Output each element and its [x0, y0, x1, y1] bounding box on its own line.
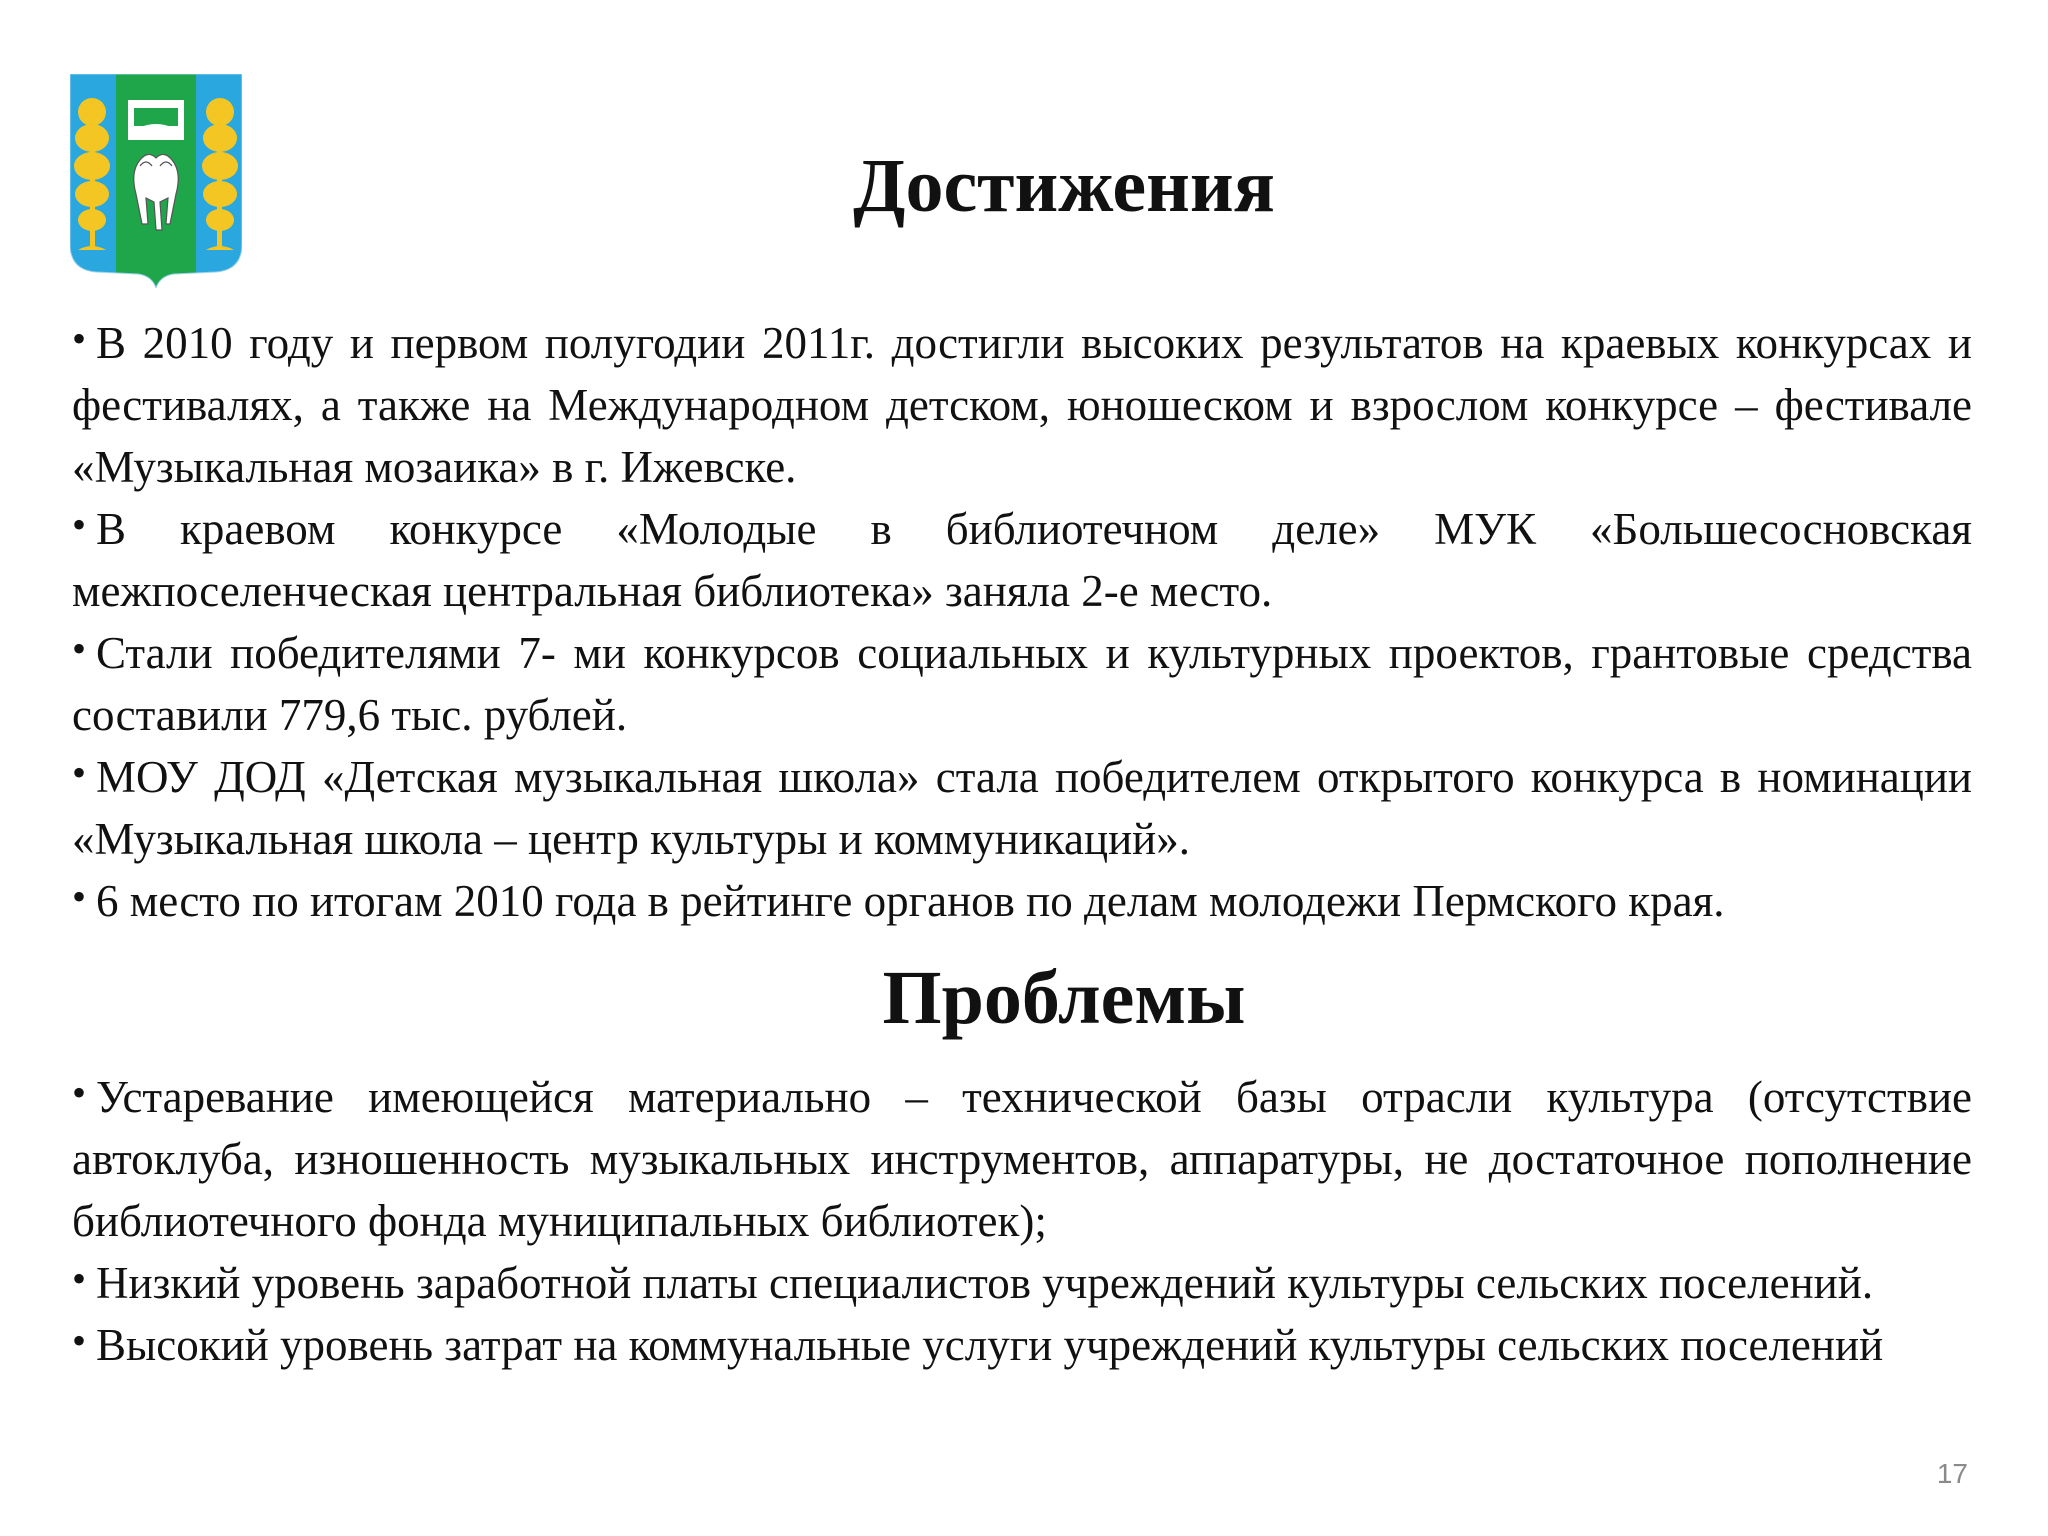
list-item — [72, 1066, 1972, 1252]
achievement-text: 6 место по итогам 2010 года в рейтинге органов по делам молодежи Пермского края. — [96, 876, 1725, 926]
bullet-icon: • — [72, 750, 87, 795]
problem-text: Устаревание имеющейся материально – технической базы отрасли культура (отсутствие автоклуба, изношенность музыкальных инструментов, аппаратуры, не достаточное пополнение библиотечного фонда муниципальных библиотек); — [72, 1072, 1972, 1246]
bullet-icon: • — [72, 1070, 87, 1115]
list-item — [72, 498, 1972, 622]
bullet-icon: • — [72, 502, 87, 547]
achievement-text: В 2010 году и первом полугодии 2011г. достигли высоких результатов на краевых конкурсах и фестивалях, а также на Международном детском, юношеском и взрослом конкурсе – фестивале «Музыкальная мозаика» в г. Ижевске. — [72, 318, 1972, 492]
bullet-icon: • — [72, 1256, 87, 1301]
achievements-title: Достижения — [853, 144, 1275, 228]
achievement-text: МОУ ДОД «Детская музыкальная школа» стала победителем открытого конкурса в номинации «Музыкальная школа – центр культуры и коммуникаций». — [72, 752, 1972, 864]
problems-list — [72, 1066, 1972, 1376]
problem-text: Высокий уровень затрат на коммунальные услуги учреждений культуры сельских поселений — [96, 1320, 1884, 1370]
achievement-text: В краевом конкурсе «Молодые в библиотечном деле» МУК «Большесосновская межпоселенческая центральная библиотека» заняла 2-е место. — [72, 504, 1972, 616]
achievements-list — [72, 312, 1972, 932]
bullet-icon: • — [72, 626, 87, 671]
list-item — [72, 312, 1972, 498]
list-item — [72, 1314, 1972, 1376]
achievement-text: Стали победителями 7- ми конкурсов социальных и культурных проектов, грантовые средства составили 779,6 тыс. рублей. — [72, 628, 1972, 740]
page-number: 17 — [1936, 1458, 1968, 1489]
problem-text: Низкий уровень заработной платы специалистов учреждений культуры сельских поселений. — [96, 1258, 1874, 1308]
list-item — [72, 746, 1972, 870]
list-item — [72, 870, 1972, 932]
list-item — [72, 622, 1972, 746]
list-item — [72, 1252, 1972, 1314]
bullet-icon: • — [72, 316, 87, 361]
problems-title: Проблемы — [882, 956, 1246, 1040]
bullet-icon: • — [72, 874, 87, 919]
bullet-icon: • — [72, 1318, 87, 1363]
